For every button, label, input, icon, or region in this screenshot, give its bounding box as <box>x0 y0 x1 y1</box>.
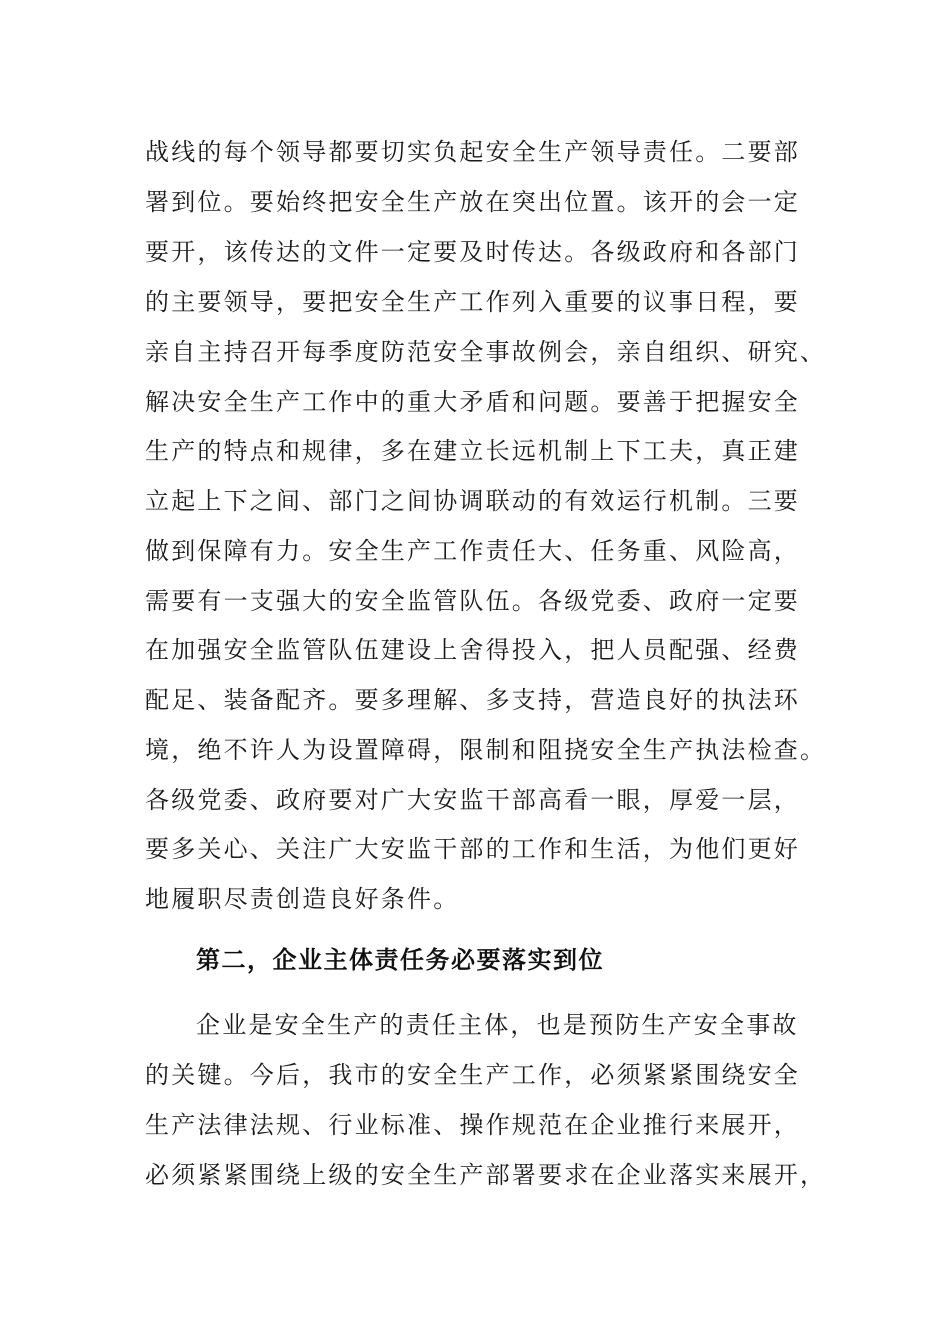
paragraph-line: 亲自主持召开每季度防范安全事故例会，亲自组织、研究、 <box>145 338 827 366</box>
paragraph-line: 企业是安全生产的责任主体，也是预防生产安全事故 <box>196 1011 799 1039</box>
paragraph-line: 地履职尽责创造良好条件。 <box>145 885 460 913</box>
paragraph-line: 解决安全生产工作中的重大矛盾和问题。要善于把握安全 <box>145 388 800 416</box>
paragraph-line: 各级党委、政府要对广大安监干部高看一眼，厚爱一层， <box>145 786 800 814</box>
paragraph-line: 要开，该传达的文件一定要及时传达。各级政府和各部门 <box>145 238 800 266</box>
paragraph-line: 的关键。今后，我市的安全生产工作，必须紧紧围绕安全 <box>145 1061 800 1089</box>
paragraph-line: 境，绝不许人为设置障碍，限制和阻挠安全生产执法检查。 <box>145 736 827 764</box>
paragraph-line: 要多关心、关注广大安监干部的工作和生活，为他们更好 <box>145 835 800 863</box>
section-heading: 第二，企业主体责任务必要落实到位 <box>196 946 604 974</box>
paragraph-line: 生产法律法规、行业标准、操作规范在企业推行来展开， <box>145 1111 800 1139</box>
paragraph-line: 做到保障有力。安全生产工作责任大、任务重、风险高， <box>145 537 800 565</box>
paragraph-line: 在加强安全监管队伍建设上舍得投入，把人员配强、经费 <box>145 636 800 664</box>
paragraph-line: 立起上下之间、部门之间协调联动的有效运行机制。三要 <box>145 487 800 515</box>
paragraph-line: 需要有一支强大的安全监管队伍。各级党委、政府一定要 <box>145 587 800 615</box>
paragraph-line: 的主要领导，要把安全生产工作列入重要的议事日程，要 <box>145 288 800 316</box>
paragraph-line: 配足、装备配齐。要多理解、多支持，营造良好的执法环 <box>145 686 800 714</box>
paragraph-line: 必须紧紧围绕上级的安全生产部署要求在企业落实来展开， <box>145 1161 827 1189</box>
paragraph-line: 生产的特点和规律，多在建立长远机制上下工夫，真正建 <box>145 437 800 465</box>
paragraph-line: 战线的每个领导都要切实负起安全生产领导责任。二要部 <box>145 138 800 166</box>
paragraph-line: 署到位。要始终把安全生产放在突出位置。该开的会一定 <box>145 188 800 216</box>
